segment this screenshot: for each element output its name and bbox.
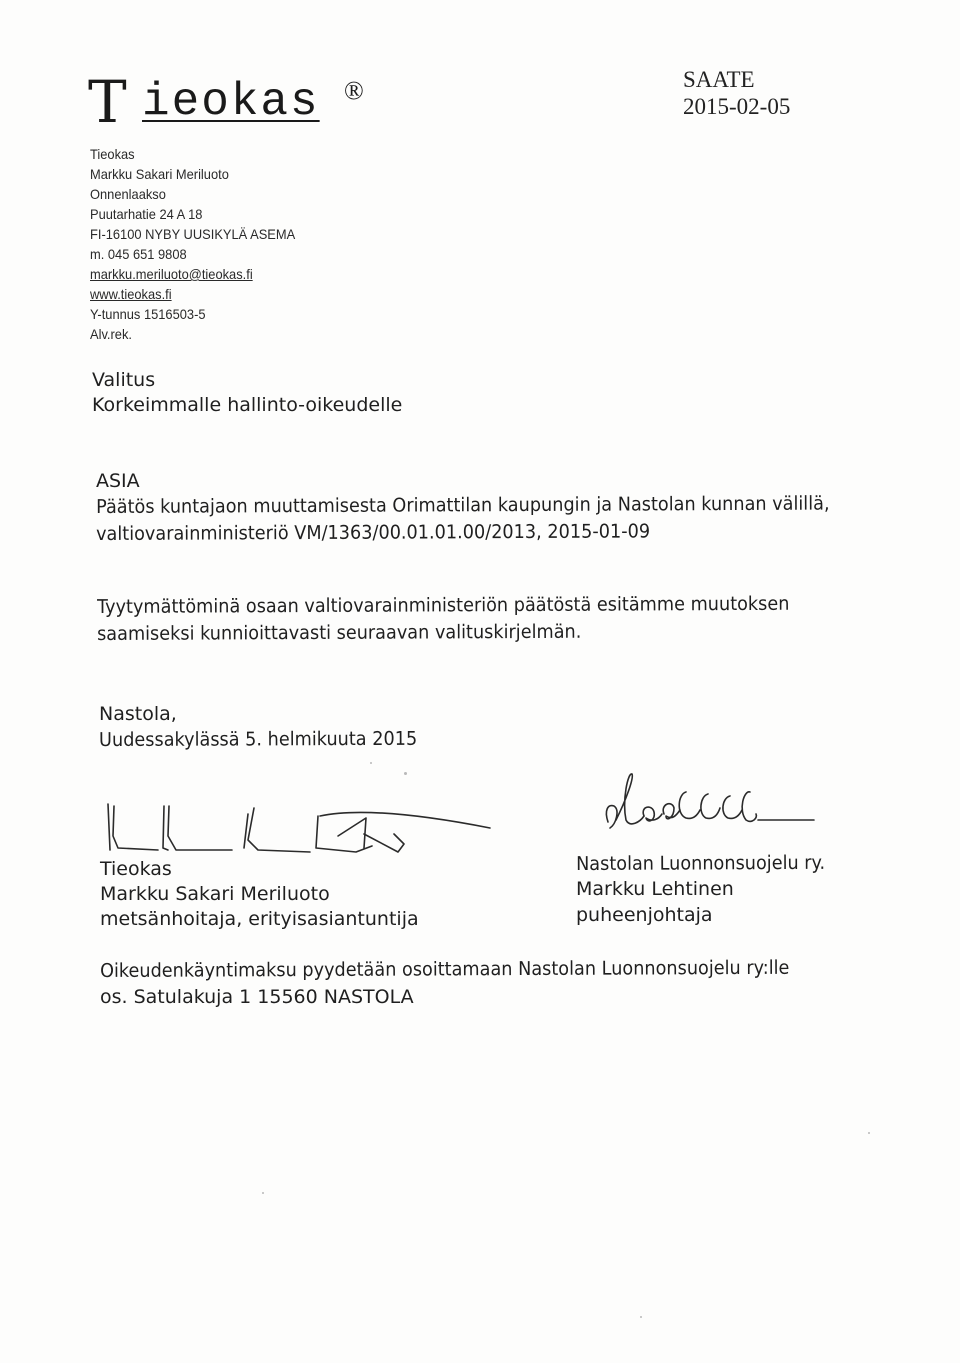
left-signatory-org: Tieokas [100, 858, 172, 880]
body-paragraph-line: Tyytymättöminä osaan valtiovarainministeriön päätöstä esitämme muutoksen [97, 592, 790, 618]
sender-vat: Alv.rek. [90, 326, 132, 342]
sender-line: Onnenlaakso [90, 186, 166, 202]
company-logo [88, 70, 378, 140]
sender-line: FI-16100 NYBY UUSIKYLÄ ASEMA [90, 226, 296, 242]
right-signatory-org: Nastolan Luonnonsuojelu ry. [576, 851, 826, 875]
sender-address-block [90, 144, 295, 344]
sender-email-link[interactable]: markku.meriluoto@tieokas.fi [90, 266, 253, 282]
scan-speck [370, 762, 372, 764]
sender-line: Markku Sakari Meriluoto [90, 166, 229, 182]
letter-recipient: Korkeimmalle hallinto-oikeudelle [92, 394, 403, 416]
left-signatory-name: Markku Sakari Meriluoto [100, 883, 330, 905]
document-type: SAATE [683, 67, 755, 92]
scan-speck [262, 1192, 264, 1194]
scan-speck [640, 1316, 642, 1318]
body-paragraph-line: saamiseksi kunnioittavasti seuraavan valituskirjelmän. [97, 620, 582, 645]
logo-wordmark: ieokas [142, 76, 320, 128]
scan-speck [868, 1132, 870, 1134]
scan-speck [404, 772, 407, 775]
logo-monogram: T [88, 68, 127, 136]
fee-instruction-line: Oikeudenkäyntimaksu pyydetään osoittamaan Nastolan Luonnonsuojelu ry:lle [100, 956, 790, 982]
case-heading: ASIA [96, 470, 140, 492]
left-signatory-title: metsänhoitaja, erityisasiantuntija [100, 908, 419, 930]
registered-mark: ® [344, 76, 364, 105]
right-signatory-title: puheenjohtaja [576, 904, 713, 926]
letter-title: Valitus [92, 369, 156, 391]
case-description-line: Päätös kuntajaon muuttamisesta Orimattilan kaupungin ja Nastolan kunnan välillä, [96, 492, 830, 518]
right-signatory-name: Markku Lehtinen [576, 878, 734, 900]
signature-meriluoto [98, 796, 498, 858]
place-line: Nastola, [99, 703, 177, 725]
case-description-line: valtiovarainministeriö VM/1363/00.01.01.00/2013, 2015-01-09 [96, 520, 651, 545]
sender-line: m. 045 651 9808 [90, 246, 187, 262]
fee-address-line: os. Satulakuja 1 15560 NASTOLA [100, 986, 414, 1008]
document-date: 2015-02-05 [683, 94, 791, 119]
sender-line: Tieokas [90, 146, 135, 162]
sender-line: Puutarhatie 24 A 18 [90, 206, 203, 222]
sender-business-id: Y-tunnus 1516503-5 [90, 306, 206, 322]
signature-lehtinen [600, 770, 820, 836]
place-date-line: Uudessakylässä 5. helmikuuta 2015 [99, 727, 418, 751]
sender-website-link[interactable]: www.tieokas.fi [90, 286, 172, 302]
